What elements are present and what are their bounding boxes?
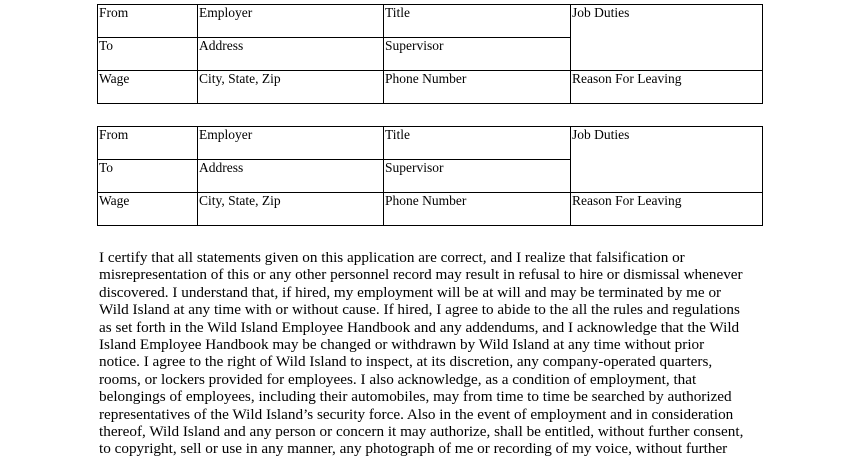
to-label: To: [99, 160, 114, 175]
title-label: Title: [385, 5, 411, 20]
job-duties-label: Job Duties: [572, 127, 630, 142]
title-field[interactable]: [384, 5, 571, 38]
certification-line: as set forth in the Wild Island Employee Handbook and any addendums, and I acknowledge that the Wild: [99, 318, 740, 336]
certification-line: Island Employee Handbook may be changed or withdrawn by Wild Island at any time without prior: [99, 336, 705, 354]
certification-line: representatives of the Wild Island’s security force. Also in the event of employment and in consideration: [99, 405, 734, 423]
certification-line: belongings of employees, including their automobiles, may from time to time be searched by authorized: [99, 388, 732, 406]
job-duties-field[interactable]: [571, 5, 763, 71]
supervisor-field[interactable]: [384, 160, 571, 193]
certification-line: thereof, Wild Island and any person or concern it may authorize, shall be entitled, without further consent,: [99, 423, 744, 441]
certification-line: notice. I agree to the right of Wild Island to inspect, at its discretion, any company-operated quarters,: [99, 353, 713, 371]
supervisor-label: Supervisor: [385, 160, 444, 175]
employer-label: Employer: [199, 5, 253, 20]
employer-label: Employer: [199, 127, 253, 142]
reason-for-leaving-field[interactable]: [571, 71, 763, 104]
to-label: To: [99, 38, 114, 53]
from-field[interactable]: [98, 5, 198, 38]
supervisor-field[interactable]: [384, 38, 571, 71]
phone-number-field[interactable]: [384, 71, 571, 104]
from-label: From: [99, 5, 129, 20]
employment-history-table-1: [97, 4, 763, 104]
reason-for-leaving-field[interactable]: [571, 193, 763, 226]
city-state-zip-field[interactable]: [198, 71, 384, 104]
certification-line: to copyright, sell or use in any manner, any photograph of me or recording of my voice, without further: [99, 440, 728, 458]
certification-line: discovered. I understand that, if hired, my employment will be at will and may be terminated by me or: [99, 283, 722, 301]
phone-number-field[interactable]: [384, 193, 571, 226]
supervisor-label: Supervisor: [385, 38, 444, 53]
wage-label: Wage: [99, 193, 130, 208]
title-field[interactable]: [384, 127, 571, 160]
title-label: Title: [385, 127, 411, 142]
from-field[interactable]: [98, 127, 198, 160]
to-field[interactable]: [98, 38, 198, 71]
city-state-zip-field[interactable]: [198, 193, 384, 226]
phone-number-label: Phone Number: [385, 193, 467, 208]
certification-line: I certify that all statements given on this application are correct, and I realize that falsification or: [99, 249, 685, 266]
city-state-zip-label: City, State, Zip: [199, 71, 281, 86]
wage-label: Wage: [99, 71, 130, 86]
address-label: Address: [199, 38, 244, 53]
to-field[interactable]: [98, 160, 198, 193]
address-field[interactable]: [198, 160, 384, 193]
certification-line: rooms, or lockers provided for employees. I also acknowledge, as a condition of employment, that: [99, 370, 697, 388]
reason-for-leaving-label: Reason For Leaving: [572, 71, 682, 86]
phone-number-label: Phone Number: [385, 71, 467, 86]
employment-history-table-2: [97, 126, 763, 226]
wage-field[interactable]: [98, 71, 198, 104]
city-state-zip-label: City, State, Zip: [199, 193, 281, 208]
address-field[interactable]: [198, 38, 384, 71]
wage-field[interactable]: [98, 193, 198, 226]
certification-statement: [99, 249, 759, 458]
employer-field[interactable]: [198, 127, 384, 160]
job-duties-label: Job Duties: [572, 5, 630, 20]
certification-line: Wild Island at any time with or without cause. If hired, I agree to abide to the all the rules and regulations: [99, 301, 740, 319]
from-label: From: [99, 127, 129, 142]
job-duties-field[interactable]: [571, 127, 763, 193]
reason-for-leaving-label: Reason For Leaving: [572, 193, 682, 208]
employer-field[interactable]: [198, 5, 384, 38]
address-label: Address: [199, 160, 244, 175]
certification-line: misrepresentation of this or any other personnel record may result in refusal to hire or dismissal whenever: [99, 266, 743, 284]
